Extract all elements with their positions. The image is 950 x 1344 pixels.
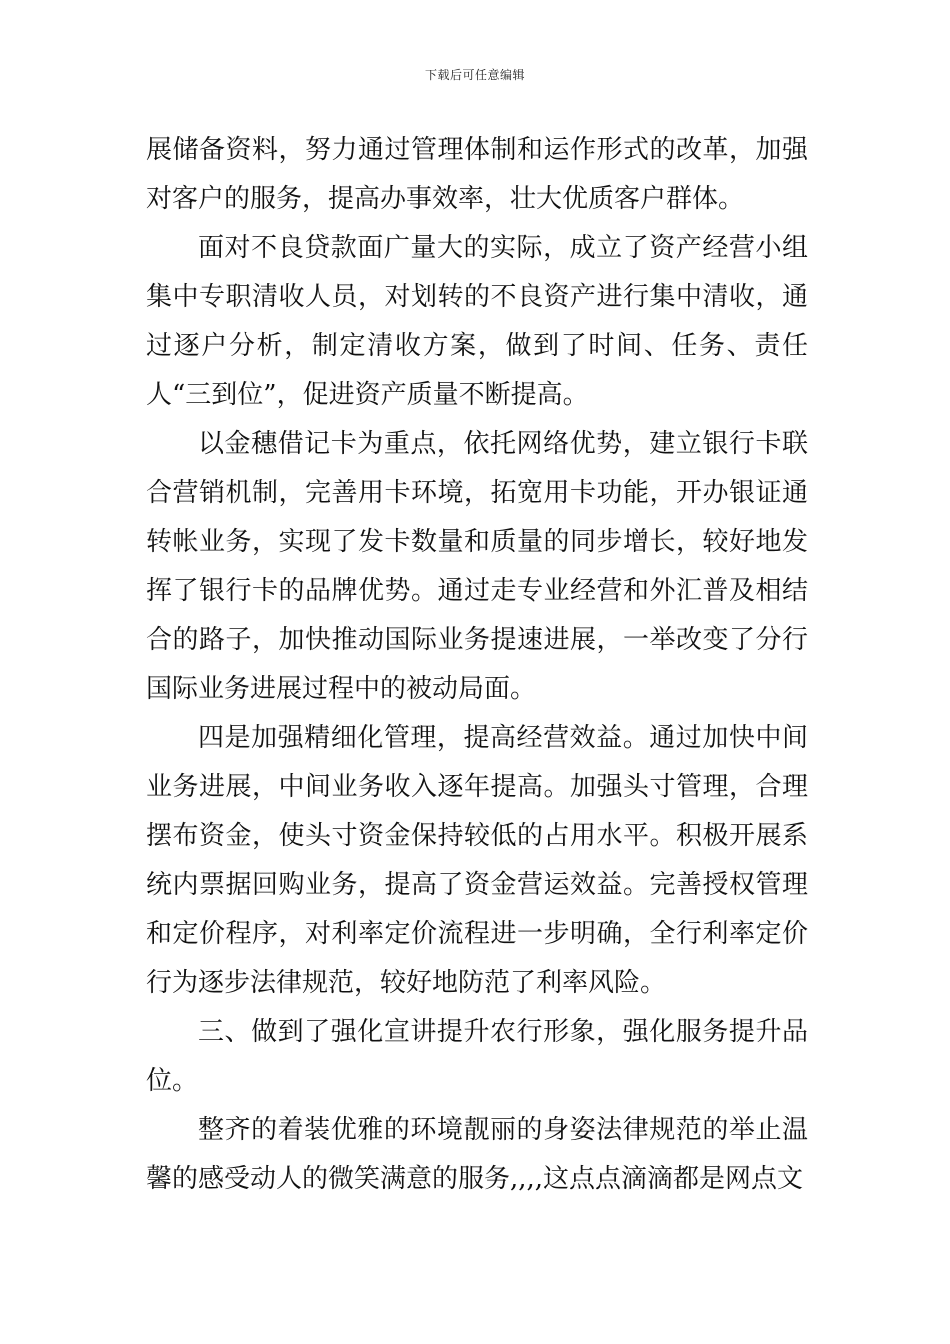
paragraph-5: 三、做到了强化宣讲提升农行形象，强化服务提升品位。 [146,1017,808,1096]
paragraph-4: 四是加强精细化管理，提高经营效益。通过加快中间业务进展，中间业务收入逐年提高。加强头寸管理，合理摆布资金，使头寸资金保持较低的占用水平。积极开展系统内票据回购业务，提高了资金营运效益。完善授权管理和定价程序，对利率定价流程进一步明确，全行利率定价行为逐步法律规范，较好地防范了利率风险。 [146,723,808,998]
paragraph-3: 以金穗借记卡为重点，依托网络优势，建立银行卡联合营销机制，完善用卡环境，拓宽用卡功能，开办银证通转帐业务，实现了发卡数量和质量的同步增长，较好地发挥了银行卡的品牌优势。通过走专业经营和外汇普及相结合的路子，加快推动国际业务提速进展，一举改变了分行国际业务进展过程中的被动局面。 [146,429,808,704]
paragraph-6: 整齐的着装优雅的环境靓丽的身姿法律规范的举止温馨的感受动人的微笑满意的服务,,,,这点点滴滴都是网点文 [146,1115,808,1194]
paragraph-2: 面对不良贷款面广量大的实际，成立了资产经营小组集中专职清收人员，对划转的不良资产进行集中清收，通过逐户分析，制定清收方案，做到了时间、任务、责任人“三到位”，促进资产质量不断提高。 [146,233,808,410]
document-body [146,126,808,1204]
paragraph-1: 展储备资料，努力通过管理体制和运作形式的改革，加强对客户的服务，提高办事效率，壮大优质客户群体。 [146,135,808,214]
page-header: 下载后可任意编辑 [424,68,525,82]
